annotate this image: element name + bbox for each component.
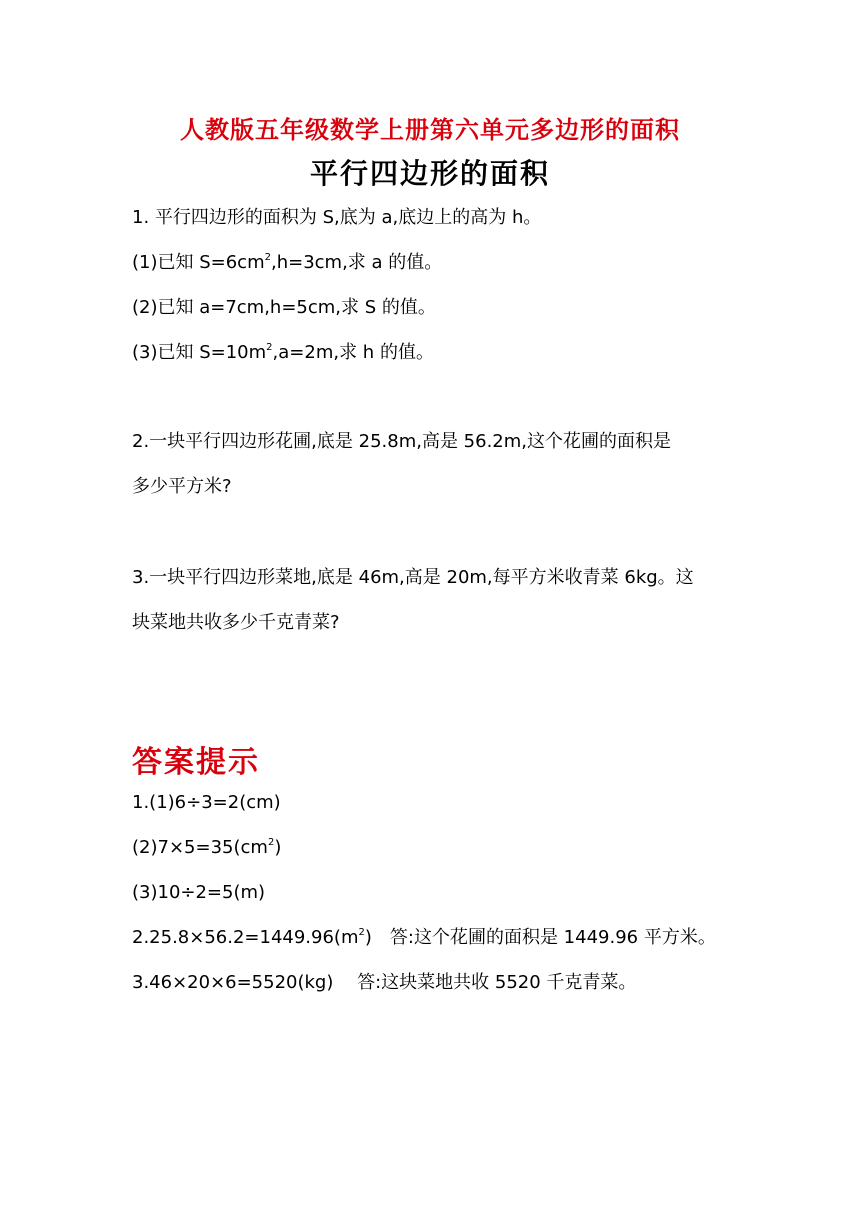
answer-1-part-2 — [132, 836, 742, 860]
a2-superscript: 2 — [358, 927, 365, 938]
answer-2 — [132, 926, 742, 950]
q1-part1-text-rest: ,h=3cm,求 a 的值。 — [270, 252, 443, 273]
question-1-part-3 — [132, 341, 742, 365]
q1-part3-text: (3)已知 S=10m — [132, 342, 267, 363]
document-title: 人教版五年级数学上册第六单元多边形的面积 — [180, 115, 680, 144]
question-1-part-1 — [132, 251, 742, 275]
question-3-line-2: 块菜地共收多少千克青菜? — [132, 612, 340, 633]
question-3-line-1: 3.一块平行四边形菜地,底是 46m,高是 20m,每平方米收青菜 6kg。这 — [132, 567, 694, 588]
question-1-stem: 1. 平行四边形的面积为 S,底为 a,底边上的高为 h。 — [132, 207, 542, 228]
q1-part3-text-rest: ,a=2m,求 h 的值。 — [272, 342, 434, 363]
question-1-part-2: (2)已知 a=7cm,h=5cm,求 S 的值。 — [132, 297, 436, 318]
a1-part2-text-rest: ) — [274, 837, 282, 858]
a1-part2-superscript: 2 — [267, 837, 275, 848]
answer-section-title: 答案提示 — [132, 745, 260, 780]
section-title: 平行四边形的面积 — [309, 157, 550, 190]
a2-text-rest: ) 答:这个花圃的面积是 1449.96 平方米。 — [364, 927, 716, 948]
answer-1-part-3: (3)10÷2=5(m) — [132, 882, 266, 903]
answer-1-part-1: 1.(1)6÷3=2(cm) — [132, 792, 281, 813]
question-2-line-2: 多少平方米? — [132, 476, 232, 497]
a1-part2-text: (2)7×5=35(cm — [132, 837, 268, 858]
question-2-line-1: 2.一块平行四边形花圃,底是 25.8m,高是 56.2m,这个花圃的面积是 — [132, 431, 672, 452]
q1-part1-superscript: 2 — [264, 252, 271, 263]
q1-part3-superscript: 2 — [266, 342, 273, 353]
q1-part1-text: (1)已知 S=6cm — [132, 252, 265, 273]
a2-text: 2.25.8×56.2=1449.96(m — [132, 927, 359, 948]
answer-3: 3.46×20×6=5520(kg) 答:这块菜地共收 5520 千克青菜。 — [132, 972, 637, 993]
